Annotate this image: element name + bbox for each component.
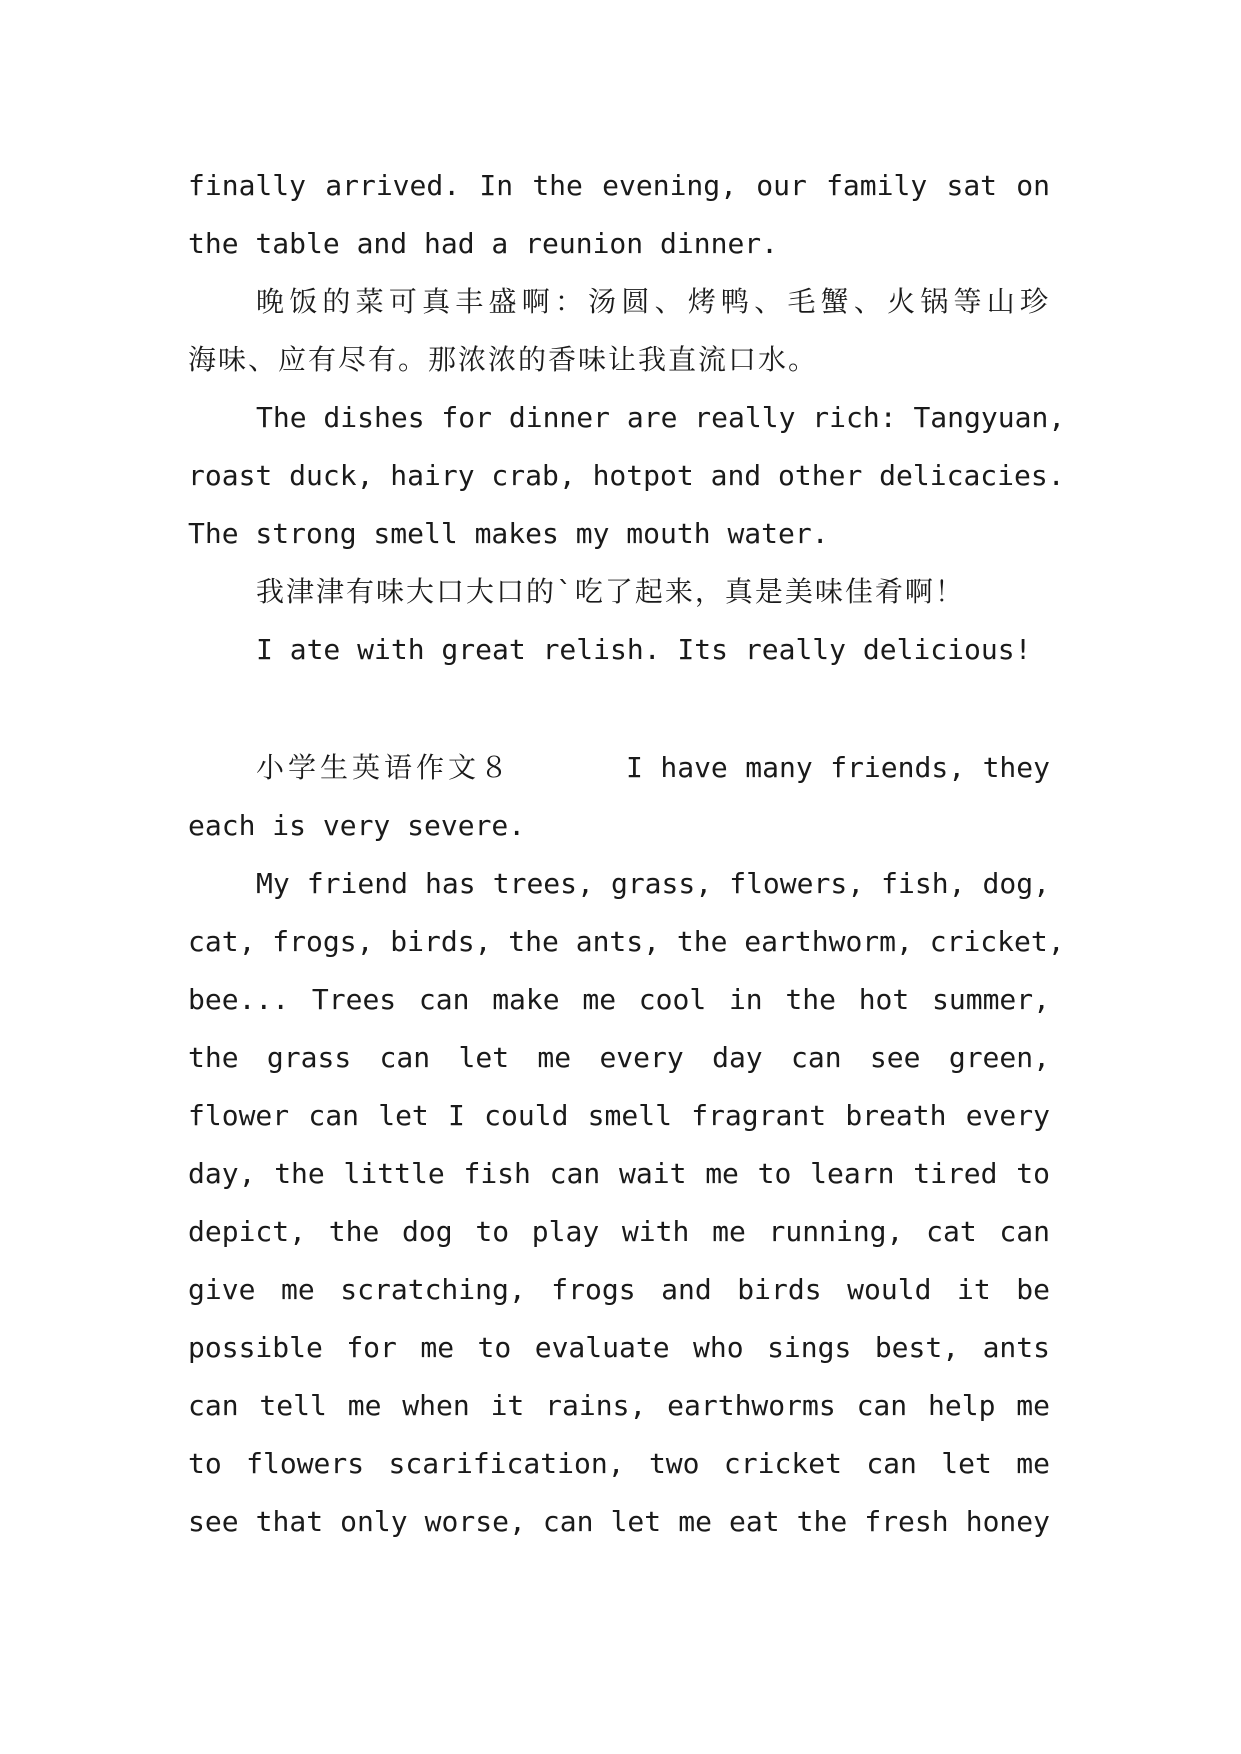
text-line: 海味、应有尽有。那浓浓的香味让我直流口水。 [188, 343, 819, 376]
text-line: depict, the dog to play with me running, cat can [188, 1215, 1050, 1248]
section-heading-english: I have many friends, they [626, 751, 1050, 784]
text-line: see that only worse, can let me eat the fresh honey [188, 1505, 1050, 1538]
text-line: to flowers scarification, two cricket can let me [188, 1447, 1050, 1480]
text-line: My friend has trees, grass, flowers, fish, dog, [256, 867, 1050, 900]
section-heading: 小学生英语作文８ [256, 751, 513, 784]
text-line: The strong smell makes my mouth water. [188, 517, 829, 550]
text-line: cat, frogs, birds, the ants, the earthworm, cricket, [188, 925, 1065, 958]
text-line: each is very severe. [188, 809, 526, 842]
text-line: I ate with great relish. Its really delicious! [256, 633, 1032, 666]
text-line: The dishes for dinner are really rich: Tangyuan, [256, 401, 1066, 434]
text-line: possible for me to evaluate who sings best, ants [188, 1331, 1050, 1364]
text-line: 晚饭的菜可真丰盛啊：汤圆、烤鸭、毛蟹、火锅等山珍 [256, 285, 1050, 318]
text-line: day, the little fish can wait me to learn tired to [188, 1157, 1050, 1190]
text-line: flower can let I could smell fragrant breath every [188, 1099, 1050, 1132]
text-line: finally arrived. In the evening, our family sat on [188, 169, 1050, 202]
text-line: the grass can let me every day can see green, [188, 1041, 1050, 1074]
text-line: the table and had a reunion dinner. [188, 227, 779, 260]
text-line: bee... Trees can make me cool in the hot summer, [188, 983, 1050, 1016]
text-line: can tell me when it rains, earthworms can help me [188, 1389, 1050, 1422]
text-line: roast duck, hairy crab, hotpot and other delicacies. [188, 459, 1065, 492]
text-line: 我津津有味大口大口的`吃了起来，真是美味佳肴啊！ [256, 575, 965, 608]
text-line: give me scratching, frogs and birds would it be [188, 1273, 1050, 1306]
